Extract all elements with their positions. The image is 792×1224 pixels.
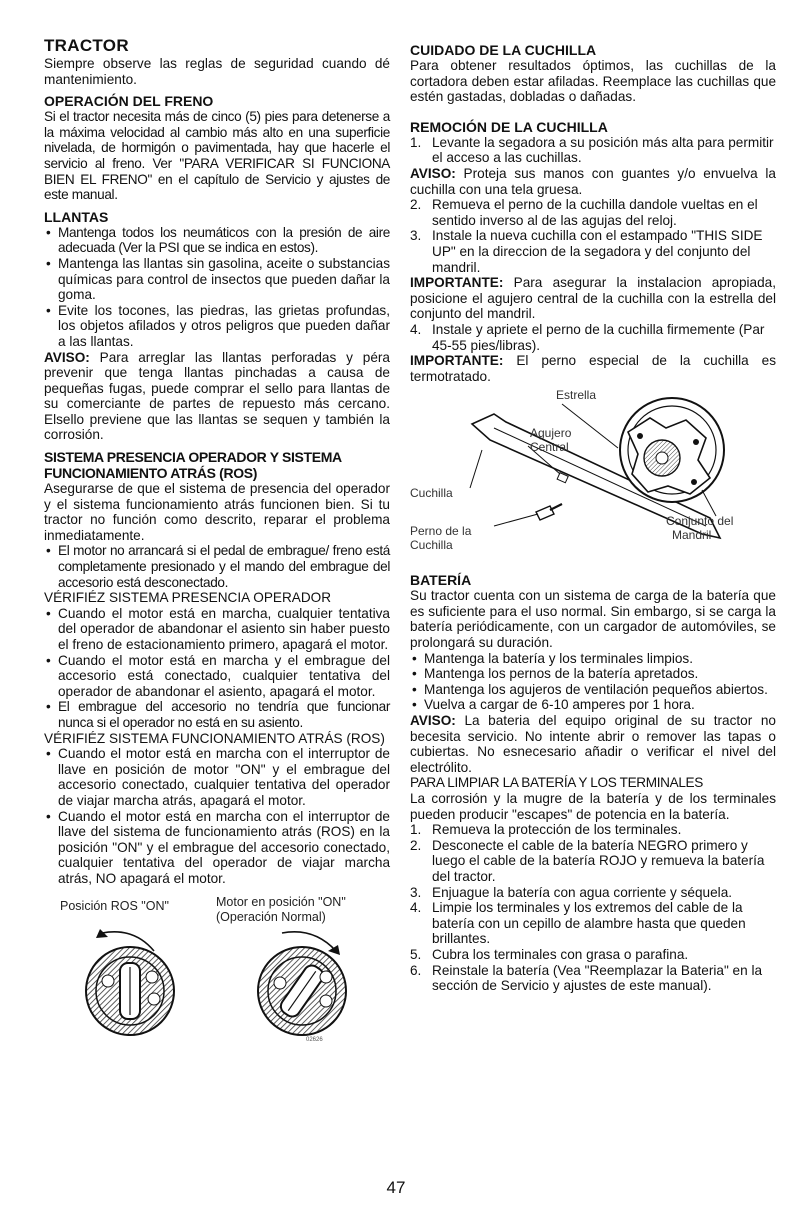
- remocion-heading: REMOCIÓN DE LA CUCHILLA: [410, 118, 608, 135]
- bateria-heading: BATERÍA: [410, 572, 472, 589]
- mandril-label: Mandril: [672, 528, 712, 543]
- list-item: • Mantenga los pernos de la batería apretados.: [410, 666, 776, 682]
- figure-code: 02626: [306, 1036, 323, 1043]
- importante-2: IMPORTANTE: El perno especial de la cuchilla es termotratado.: [410, 353, 776, 384]
- llantas-aviso: [44, 350, 390, 444]
- llantas-list: [44, 225, 390, 350]
- list-item: • Mantenga todos los neumáticos con la presión de aire adecuada (Ver la PSI que se indica en estos).: [44, 225, 390, 256]
- list-item: • Cuando el motor está en marcha y el embrague del accesorio está conectado, cualquier tentativa del operador de abandonar el asiento, apagará el motor.: [44, 653, 390, 700]
- list-item: • Cuando el motor está en marcha con el interruptor de llave del sistema de funcionamiento atrás (ROS) en la posición "ON" y el embrague del accesorio conectado, cualquier tentativa del operador de viajar marcha atrás, NO apagará el motor.: [44, 809, 390, 887]
- list-item: 1. Levante la segadora a su posición más alta para permitir el acceso a las cuchillas.: [410, 134, 774, 166]
- tractor-heading: TRACTOR: [44, 36, 129, 55]
- conjunto-label: Conjunto del: [666, 514, 734, 529]
- list-item: • Cuando el motor está en marcha, cualquier tentativa del operador de abandonar el asiento sin haber puesto el freno de estacionamiento primero, apagará el motor.: [44, 606, 390, 653]
- agujero-label: Agujero: [530, 426, 572, 441]
- list-item: • El motor no arrancará si el pedal de embrague/ freno está completamente presionado y el mando del embrague del accesorio está desconectado.: [44, 543, 390, 590]
- verifiez-presencia-heading: VÉRIFIÉZ SISTEMA PRESENCIA OPERADOR: [44, 590, 332, 606]
- ros-text: Asegurarse de que el sistema de presencia del operador y el sistema funcionamiento atrás funcionen bien. Si tu tractor no función como descrito, reparar el problema inmediatamente.: [44, 481, 390, 543]
- ros-position-label: Posición ROS "ON": [60, 898, 169, 913]
- freno-text: Si el tractor necesita más de cinco (5) pies para detenerse a la máxima velocidad al cambio más alto en una superficie nivelada, de hormigón o pavimentada, hay que hacerle el servicio al freno. Ver "PARA VERIFICAR SI FUNCIONA BIEN EL FRENO" en el capítulo de Servicio y ajustes de este manual.: [44, 109, 390, 203]
- left-column: [44, 36, 390, 1045]
- list-item: 4. Instale y apriete el perno de la cuchilla firmemente (Par 45-55 pies/libras).: [410, 321, 765, 353]
- list-item: 4. Limpie los terminales y los extremos del cable de la batería con un cepillo de alambre hasta que queden brillantes.: [410, 900, 746, 947]
- cuidado-heading: CUIDADO DE LA CUCHILLA: [410, 42, 597, 58]
- llantas-heading: LLANTAS: [44, 208, 109, 225]
- motor-position-sublabel: (Operación Normal): [216, 909, 326, 924]
- importante-label: IMPORTANTE:: [410, 275, 504, 291]
- bateria-text: Su tractor cuenta con un sistema de carga de la batería que es suficiente para el uso normal. Sin embargo, si se carga la batería periódicamente, con un cargador de automóviles, se prolongará su duración.: [410, 588, 776, 651]
- bateria-list: [410, 651, 776, 713]
- list-item: 2. Remueva el perno de la cuchilla dandole vueltas en el sentido inverso al de las agujas del reloj.: [410, 197, 758, 228]
- importante-label: IMPORTANTE:: [410, 353, 504, 369]
- aviso-text: Para arreglar las llantas perforadas y péra prevenir que tenga llantas pinchadas a causa de pequeñas fugas, puede comprar el sello para llantas de su comerciante de partes de repuesto más cercano. Elsello previene que las llantas se sequen y también la corrosión.: [44, 349, 390, 443]
- ros-heading: SISTEMA PRESENCIA OPERADOR Y SISTEMA FUNCIONAMIENTO ATRÁS (ROS): [44, 449, 342, 482]
- remocion-steps-a: [410, 135, 776, 166]
- limpiar-text: La corrosión y la mugre de la batería y de los terminales pueden producir "escapes" de potencia en la batería.: [410, 791, 776, 822]
- page-number: 47: [386, 1178, 406, 1197]
- list-item: • Vuelva a cargar de 6-10 amperes por 1 hora.: [410, 697, 776, 713]
- right-column: [410, 36, 776, 994]
- ignition-switch-drawing: [44, 925, 390, 1045]
- motor-position-label: Motor en posición "ON": [216, 894, 346, 909]
- limpiar-heading: PARA LIMPIAR LA BATERÍA Y LOS TERMINALES: [410, 775, 703, 791]
- ignition-switch-figure: [44, 895, 390, 1045]
- perno-label: Perno de la: [410, 524, 472, 539]
- estrella-label: Estrella: [556, 388, 597, 403]
- perno-sublabel: Cuchilla: [410, 538, 453, 553]
- ros-switch-icon: [86, 929, 174, 1035]
- aviso-label: AVISO:: [410, 165, 456, 181]
- list-item: • Mantenga los agujeros de ventilación pequeños abiertos.: [410, 682, 776, 698]
- list-item: • Mantenga la batería y los terminales limpios.: [410, 651, 776, 667]
- cuchilla-label: Cuchilla: [410, 486, 453, 501]
- importante-1: IMPORTANTE: Para asegurar la instalacion apropiada, posicione el agujero central de la cuchilla con la estrella del conjunto del mandril.: [410, 275, 776, 322]
- remocion-steps-b: [410, 197, 776, 275]
- tractor-text: Siempre observe las reglas de seguridad cuando dé mantenimiento.: [44, 56, 390, 87]
- list-item: • Mantenga las llantas sin gasolina, aceite o substancias químicas para control de insectos que pueden dañar la goma.: [44, 256, 390, 303]
- list-item: 1. Remueva la protección de los terminales.: [410, 822, 682, 838]
- aviso-label: AVISO:: [44, 349, 90, 365]
- remocion-aviso: AVISO: Proteja sus manos con guantes y/o envuelva la cuchilla con una tela gruesa.: [410, 165, 776, 197]
- bateria-aviso: AVISO: La bateria del equipo original de su tractor no becesita servicio. No intente abrir o remover las tapas o cubiertas. No esnecesario añadir o verificar el nivel del electrólito.: [410, 713, 776, 775]
- ros-list: [44, 543, 390, 590]
- central-label: Central: [530, 440, 569, 455]
- list-item: 6. Reinstale la batería (Vea "Reemplazar la Bateria" en la sección de Servicio y ajustes de este manual).: [410, 962, 763, 994]
- list-item: • El embrague del accesorio no tendría que funcionar nunca si el operador no está en su asiento.: [44, 699, 390, 730]
- list-item: 2. Desconecte el cable de la batería NEGRO primero y luego el cable de la batería ROJO y remueva la batería del tractor.: [410, 837, 765, 884]
- list-item: 3. Instale la nueva cuchilla con el estampado "THIS SIDE UP" en la direccion de la segadora y del conjunto del mandril.: [410, 228, 763, 275]
- list-item: 3. Enjuague la batería con agua corriente y séquela.: [410, 884, 733, 900]
- spindle-assembly-icon: [620, 398, 724, 502]
- verifiez-ros-list: [44, 746, 390, 886]
- blade-bolt-icon: [536, 504, 562, 520]
- aviso-label: AVISO:: [410, 713, 456, 729]
- verifiez-ros-heading: VÉRIFIÉZ SISTEMA FUNCIONAMIENTO ATRÁS (ROS): [44, 730, 385, 746]
- verifiez-presencia-list: [44, 606, 390, 731]
- limpiar-steps: [410, 822, 776, 994]
- freno-heading: OPERACIÓN DEL FRENO: [44, 93, 214, 110]
- remocion-steps-c: [410, 322, 776, 353]
- motor-switch-icon: [258, 931, 346, 1034]
- cuidado-text: Para obtener resultados óptimos, las cuchillas de la cortadora deben estar afiladas. Reemplace las cuchillas que estén gastadas, dobladas o dañadas.: [410, 58, 776, 105]
- blade-figure: [410, 388, 776, 558]
- list-item: • Cuando el motor está en marcha con el interruptor de llave en posición de motor "ON" y el embrague del accesorio conectado, cualquier tentativa del operador de viajar marcha atrás, apagará el motor.: [44, 746, 390, 808]
- list-item: • Evite los tocones, las piedras, las grietas profundas, los objetos afilados y otros peligros que pueden dañar a las llantas.: [44, 303, 390, 350]
- list-item: 5. Cubra los terminales con grasa o parafina.: [410, 946, 689, 962]
